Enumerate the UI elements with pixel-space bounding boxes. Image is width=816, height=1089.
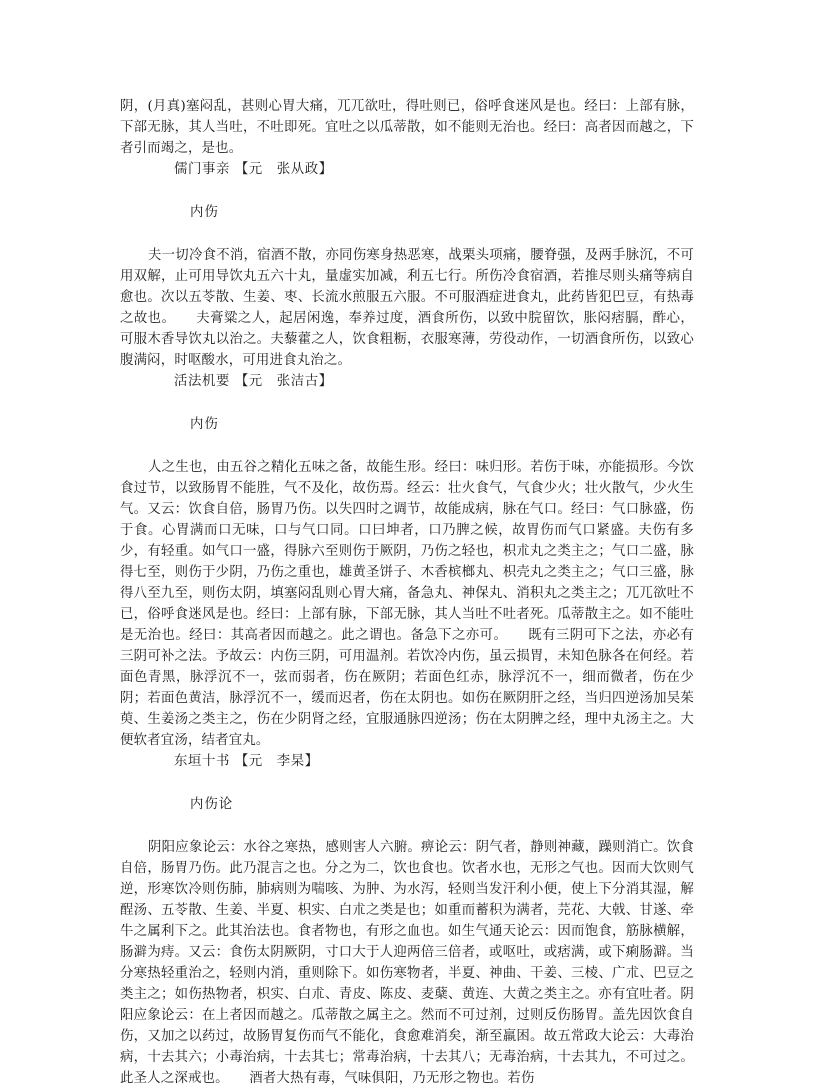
section-heading-neishang-2: 内伤 xyxy=(190,417,219,432)
paragraph-neishang-1: 夫一切冷食不消，宿酒不散，亦同伤寒身热恶寒，战栗头项痛，腰脊强，及两手脉沉，不可用双解，止可用导饮丸五六十丸，量虚实加减，利五七行。所伤冷食宿酒，若推尽则头痛等病自愈也。次以五苓散、生姜、枣、长流水煎服五六服。不可服酒症进食丸，此药皆犯巴豆，有热毒之故也。 夫膏粱之人，起居闲逸，奉养过度，酒食所伤，以致中脘留饮，胀闷痞膈，酢心，可服木香导饮丸以治之。夫藜藿之人，饮食粗粝，衣服寒薄，劳役动作，一切酒食所伤，以致心腹满闷，时呕酸水，可用进食丸治之。 xyxy=(120,248,694,368)
section-heading-neishang-lun: 内伤论 xyxy=(190,797,234,812)
source-citation-rumen-shiqin: 儒门事亲 【元 张从政】 xyxy=(174,162,333,177)
section-heading-neishang: 内伤 xyxy=(190,205,219,220)
document-page xyxy=(120,96,694,1089)
source-citation-huofa-jiyao: 活法机要 【元 张洁古】 xyxy=(174,374,333,389)
source-citation-dongyuan-shishu: 东垣十书 【元 李杲】 xyxy=(174,754,319,769)
paragraph-neishang-2: 人之生也，由五谷之精化五味之备，故能生形。经曰：味归形。若伤于味，亦能损形。今饮食过节，以致肠胃不能胜，气不及化，故伤焉。经云：壮火食气，气食少火；壮火散气，少火生气。又云：饮食自倍，肠胃乃伤。以失四时之调节，故能成病，脉在气口。经曰：气口脉盛，伤于食。心胃满而口无味，口与气口同。口曰坤者，口乃脾之候，故胃伤而气口紧盛。夫伤有多少，有轻重。如气口一盛，得脉六至则伤于厥阴，乃伤之轻也，枳朮丸之类主之；气口二盛，脉得七至，则伤于少阴，乃伤之重也，雄黄圣饼子、木香槟榔丸、枳壳丸之类主之；气口三盛，脉得八至九至，则伤太阴，填塞闷乱则心胃大痛，备急丸、神保丸、消积丸之类主之；兀兀欲吐不已，俗呼食迷风是也。经曰：上部有脉，下部无脉，其人当吐不吐者死。瓜蒂散主之。如不能吐是无治也。经曰：其高者因而越之。此之谓也。备急下之亦可。 既有三阴可下之法，亦必有三阴可补之法。予故云：内伤三阴，可用温剂。若饮冷内伤，虽云损胃，未知色脉各在何经。若面色青黑，脉浮沉不一，弦而弱者，伤在厥阴；若面色红赤，脉浮沉不一，细而微者，伤在少阴；若面色黄洁，脉浮沉不一，缓而迟者，伤在太阴也。如伤在厥阴肝之经，当归四逆汤加吴茱萸、生姜汤之类主之，伤在少阴肾之经，宜服通脉四逆汤；伤在太阴脾之经，理中丸汤主之。大便软者宜汤，结者宜丸。 xyxy=(120,460,694,748)
paragraph-continued: 阴，(月真)塞闷乱，甚则心胃大痛，兀兀欲吐，得吐则已，俗呼食迷风是也。经曰：上部有脉，下部无脉，其人当吐，不吐即死。宜吐之以瓜蒂散，如不能则无治也。经曰：高者因而越之，下者引而竭之，是也。 xyxy=(120,99,694,156)
paragraph-neishang-lun: 阴阳应象论云：水谷之寒热，感则害人六腑。痹论云：阴气者，静则神藏，躁则消亡。饮食自倍，肠胃乃伤。此乃混言之也。分之为二，饮也食也。饮者水也，无形之气也。因而大饮则气逆，形寒饮冷则伤肺，肺病则为喘咳、为肿、为水泻，轻则当发汗利小便，使上下分消其湿，解酲汤、五苓散、生姜、半夏、枳实、白朮之类是也；如重而蓄积为满者，芫花、大戟、甘遂、牵牛之属利下之。此其治法也。食者物也，有形之血也。如生气通天论云：因而饱食，筋脉横解，肠澼为痔。又云：食伤太阴厥阴，寸口大于人迎两倍三倍者，或呕吐，或痞满，或下痢肠澼。当分寒热轻重治之，轻则内消，重则除下。如伤寒物者，半夏、神曲、干姜、三棱、广朮、巴豆之类主之；如伤热物者，枳实、白朮、青皮、陈皮、麦蘖、黄连、大黄之类主之。亦有宜吐者。阴阳应象论云：在上者因而越之。瓜蒂散之属主之。然而不可过剂，过则反伤肠胃。盖先因饮食自伤，又加之以药过，故肠胃复伤而气不能化，食愈难消矣，渐至羸困。故五常政大论云：大毒治病，十去其六；小毒治病，十去其七；常毒治病，十去其八；无毒治病，十去其九，不可过之。此圣人之深戒也。 酒者大热有毒，气味俱阳，乃无形之物也。若伤 xyxy=(120,840,694,1086)
